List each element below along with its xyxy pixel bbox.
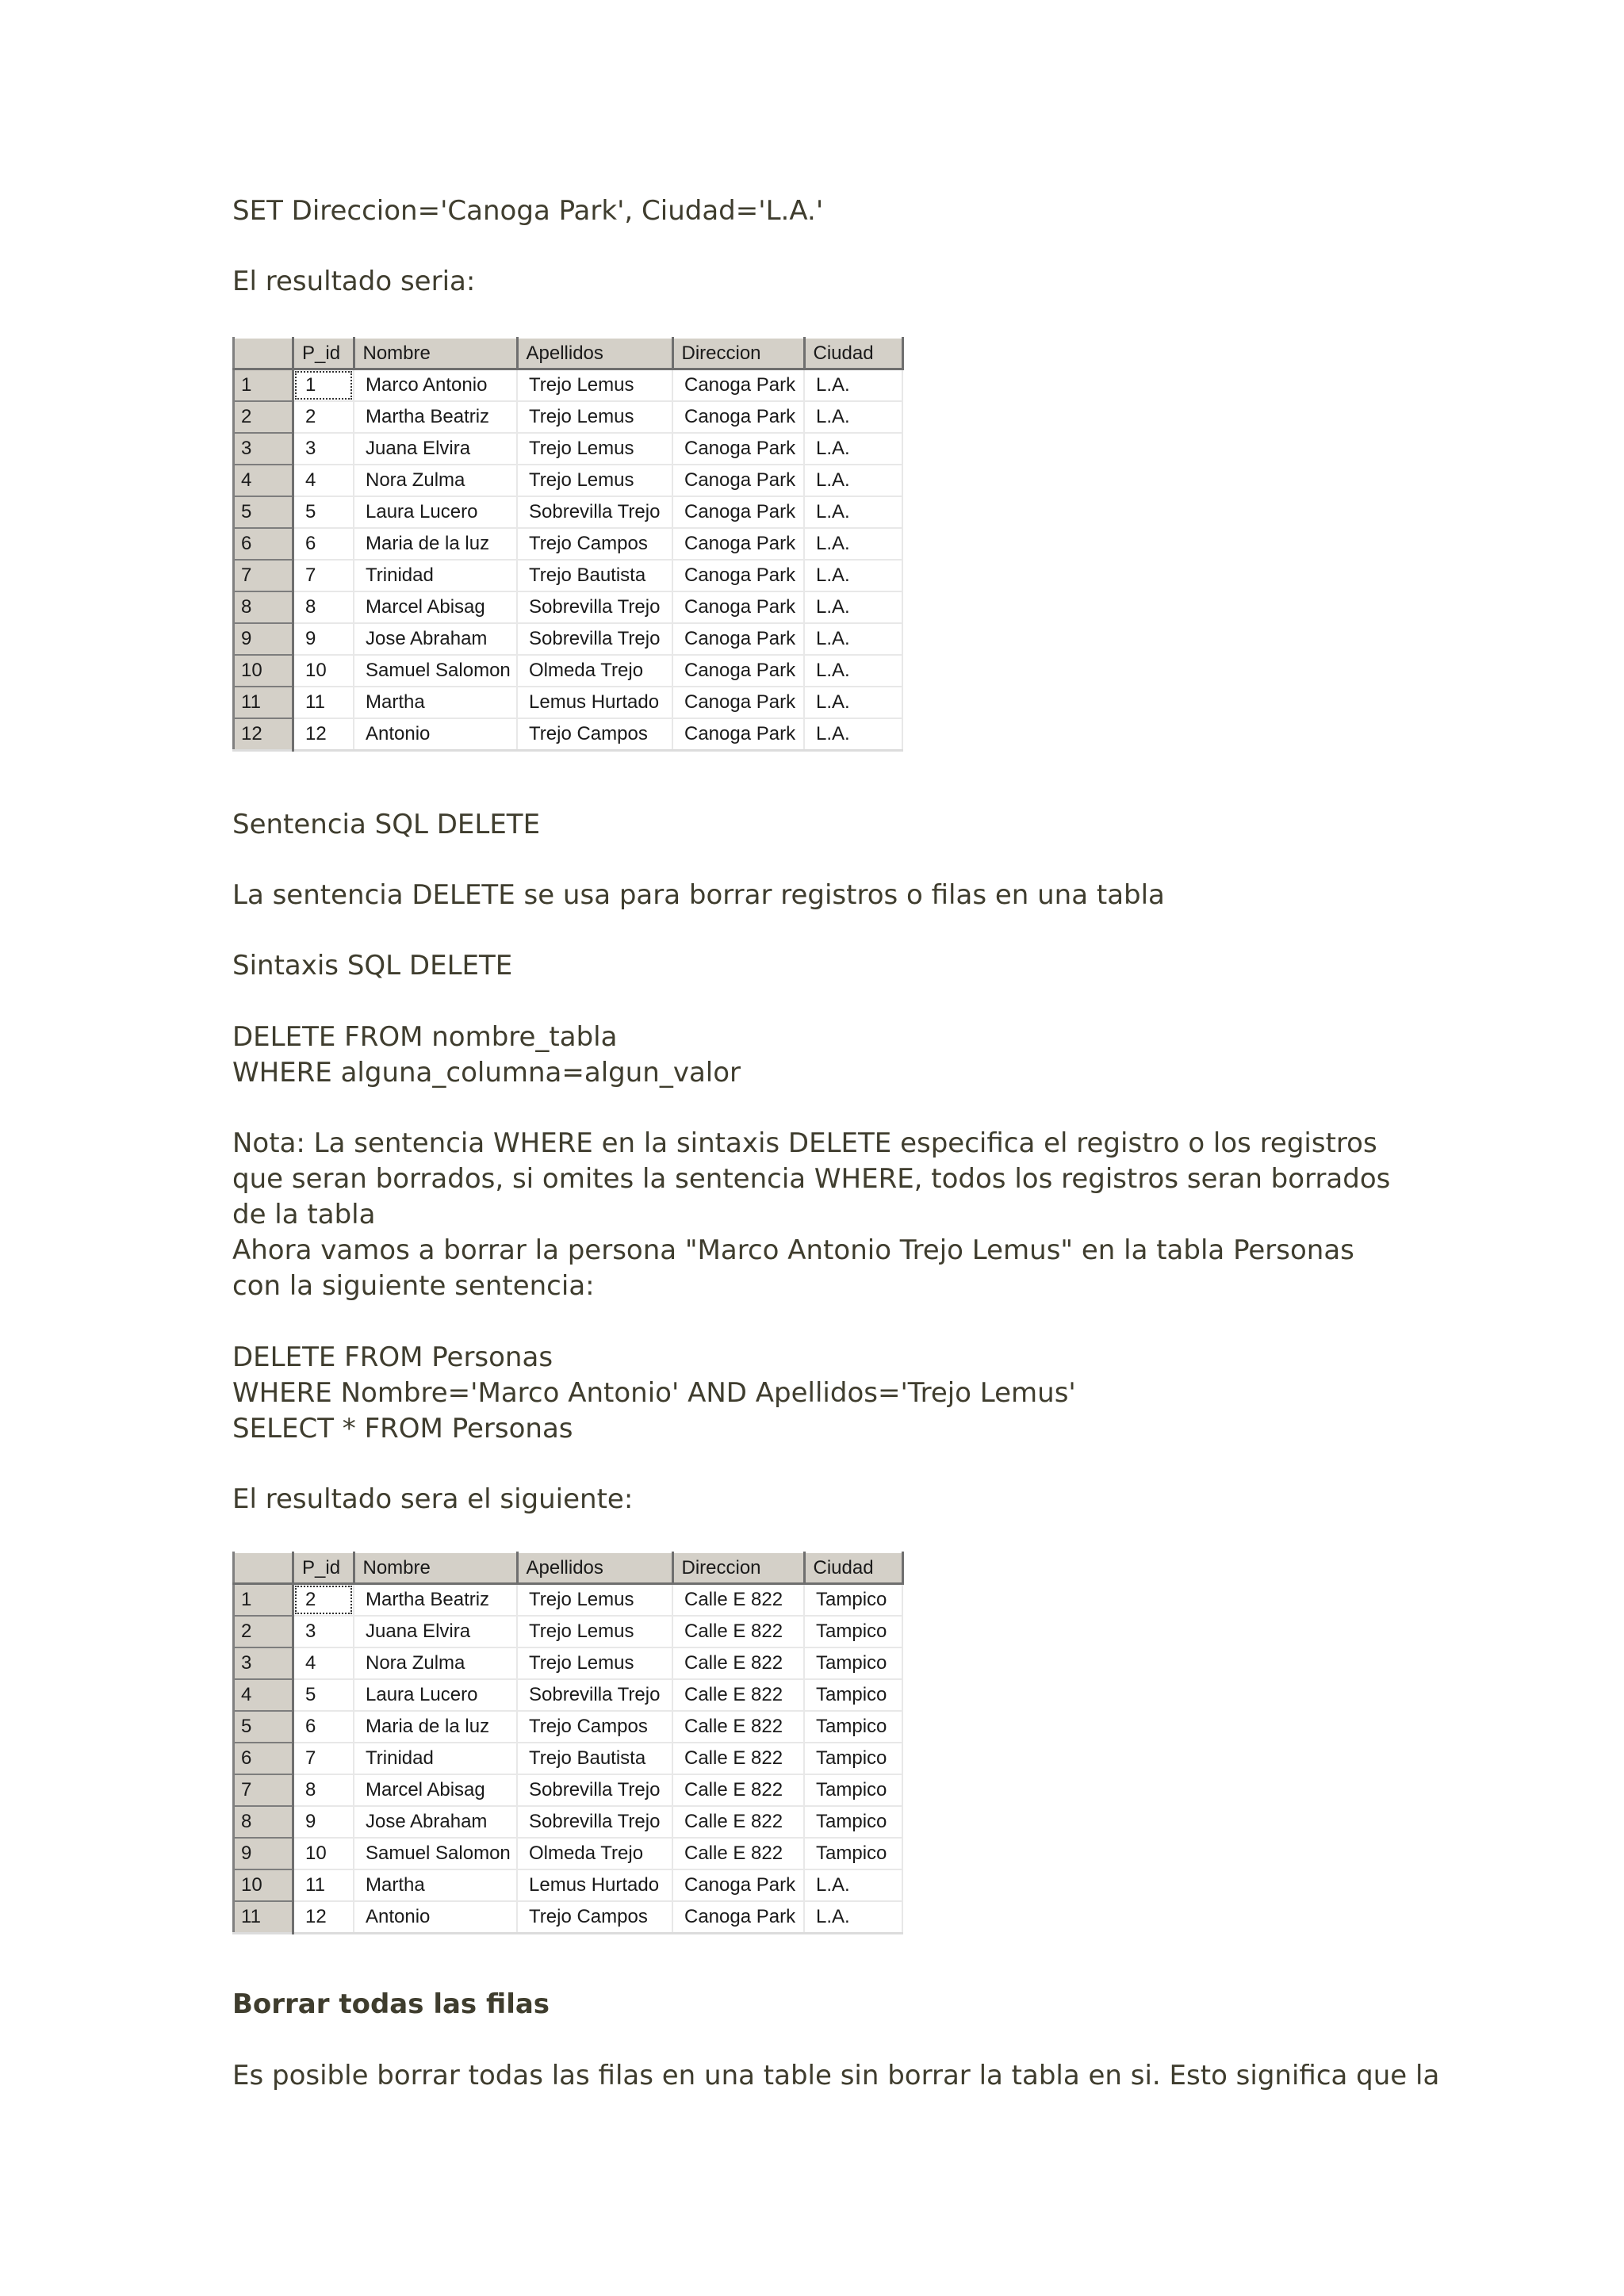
delete-all-heading: Borrar todas las filas — [232, 1988, 550, 2020]
corner-header-cell[interactable] — [234, 1552, 293, 1584]
syntax-line-1: DELETE FROM nombre_tabla — [232, 1021, 618, 1053]
table-cell[interactable]: Sobrevilla Trejo — [517, 591, 672, 623]
table-cell[interactable]: Juana Elvira — [354, 1616, 517, 1647]
table-cell[interactable]: Canoga Park — [672, 528, 804, 560]
table-cell[interactable]: L.A. — [804, 1869, 902, 1901]
table-cell[interactable]: Canoga Park — [672, 496, 804, 528]
row-number-cell[interactable]: 11 — [234, 1901, 293, 1934]
table-cell[interactable]: 12 — [293, 1901, 354, 1934]
table-row[interactable] — [234, 1616, 903, 1647]
table-cell[interactable]: Calle E 822 — [672, 1711, 804, 1743]
table-cell[interactable]: Juana Elvira — [354, 433, 517, 465]
row-number-cell[interactable]: 1 — [234, 369, 293, 402]
table-cell[interactable]: Calle E 822 — [672, 1806, 804, 1838]
table-cell[interactable]: Trejo Lemus — [517, 1647, 672, 1679]
column-header[interactable]: Apellidos — [517, 1552, 672, 1584]
table-cell[interactable]: 9 — [293, 623, 354, 655]
table-cell[interactable]: Canoga Park — [672, 401, 804, 433]
table-cell[interactable]: 2 — [293, 401, 354, 433]
table-cell[interactable]: Jose Abraham — [354, 1806, 517, 1838]
table-cell[interactable]: 3 — [293, 1616, 354, 1647]
example-line-2: WHERE Nombre='Marco Antonio' AND Apellidos='Trejo Lemus' — [232, 1377, 1076, 1409]
table-row[interactable] — [234, 655, 903, 687]
row-number-cell[interactable]: 9 — [234, 1838, 293, 1869]
table-cell[interactable]: Canoga Park — [672, 560, 804, 591]
table-cell[interactable]: L.A. — [804, 623, 902, 655]
row-number-cell[interactable]: 2 — [234, 1616, 293, 1647]
table-cell[interactable]: Calle E 822 — [672, 1838, 804, 1869]
table-row[interactable] — [234, 1711, 903, 1743]
table-row[interactable] — [234, 1584, 903, 1617]
table-cell[interactable]: Canoga Park — [672, 623, 804, 655]
row-number-cell[interactable]: 8 — [234, 1806, 293, 1838]
table-cell[interactable]: 3 — [293, 433, 354, 465]
row-number-cell[interactable]: 4 — [234, 465, 293, 496]
table-cell[interactable]: Martha — [354, 687, 517, 718]
table-cell[interactable]: Canoga Park — [672, 1869, 804, 1901]
table-row[interactable] — [234, 433, 903, 465]
table-cell[interactable]: L.A. — [804, 1901, 902, 1934]
column-header[interactable]: P_id — [293, 338, 354, 369]
table-row[interactable] — [234, 1647, 903, 1679]
table-cell[interactable]: Trejo Bautista — [517, 1743, 672, 1774]
table-cell[interactable]: Trejo Bautista — [517, 560, 672, 591]
table-cell[interactable]: Sobrevilla Trejo — [517, 1806, 672, 1838]
column-header[interactable]: Direccion — [672, 338, 804, 369]
table-cell[interactable]: Tampico — [804, 1838, 902, 1869]
table-cell[interactable]: Canoga Park — [672, 591, 804, 623]
syntax-heading: Sintaxis SQL DELETE — [232, 950, 513, 982]
table-cell[interactable]: Trinidad — [354, 1743, 517, 1774]
table-cell[interactable]: Trejo Lemus — [517, 401, 672, 433]
table-cell[interactable]: Tampico — [804, 1711, 902, 1743]
table-cell[interactable]: Sobrevilla Trejo — [517, 1679, 672, 1711]
table-row[interactable] — [234, 465, 903, 496]
result-table-update — [232, 337, 904, 752]
table-cell[interactable]: Trejo Lemus — [517, 1616, 672, 1647]
row-number-cell[interactable]: 11 — [234, 687, 293, 718]
table-cell[interactable]: Marcel Abisag — [354, 591, 517, 623]
table-row[interactable] — [234, 687, 903, 718]
table-cell[interactable]: Sobrevilla Trejo — [517, 1774, 672, 1806]
example-line-1: DELETE FROM Personas — [232, 1341, 553, 1373]
table-header-row — [234, 338, 903, 369]
table-cell[interactable]: Marcel Abisag — [354, 1774, 517, 1806]
table-cell[interactable]: L.A. — [804, 528, 902, 560]
table-row[interactable] — [234, 528, 903, 560]
table-cell[interactable]: Olmeda Trejo — [517, 1838, 672, 1869]
table-cell[interactable]: Sobrevilla Trejo — [517, 496, 672, 528]
syntax-line-2: WHERE alguna_columna=algun_valor — [232, 1057, 741, 1089]
table-header-row — [234, 1552, 903, 1584]
row-number-cell[interactable]: 5 — [234, 496, 293, 528]
table-cell[interactable]: Sobrevilla Trejo — [517, 623, 672, 655]
table-cell[interactable]: Trejo Lemus — [517, 1584, 672, 1617]
column-header[interactable]: Direccion — [672, 1552, 804, 1584]
table-cell[interactable]: 9 — [293, 1806, 354, 1838]
table-cell[interactable]: Calle E 822 — [672, 1616, 804, 1647]
delete-heading: Sentencia SQL DELETE — [232, 809, 541, 840]
table-cell[interactable]: Martha Beatriz — [354, 1584, 517, 1617]
result-intro-2: El resultado sera el siguiente: — [232, 1483, 634, 1515]
table-cell[interactable]: Laura Lucero — [354, 496, 517, 528]
table-row[interactable] — [234, 623, 903, 655]
table-cell[interactable]: Trejo Campos — [517, 718, 672, 751]
table-row[interactable] — [234, 1806, 903, 1838]
table-row[interactable] — [234, 496, 903, 528]
table-row[interactable] — [234, 560, 903, 591]
table-row[interactable] — [234, 401, 903, 433]
table-cell[interactable]: L.A. — [804, 655, 902, 687]
table-row[interactable] — [234, 1743, 903, 1774]
table-cell[interactable]: 5 — [293, 496, 354, 528]
table-cell[interactable]: Calle E 822 — [672, 1743, 804, 1774]
table-cell[interactable]: Canoga Park — [672, 687, 804, 718]
table-cell[interactable]: Antonio — [354, 1901, 517, 1934]
table-cell[interactable]: Canoga Park — [672, 465, 804, 496]
row-number-cell[interactable]: 2 — [234, 401, 293, 433]
table-cell[interactable]: Lemus Hurtado — [517, 687, 672, 718]
table-cell[interactable]: 11 — [293, 1869, 354, 1901]
table-cell[interactable]: Antonio — [354, 718, 517, 751]
example-line-3: SELECT * FROM Personas — [232, 1413, 573, 1445]
table-cell[interactable]: Canoga Park — [672, 433, 804, 465]
table-cell[interactable]: L.A. — [804, 718, 902, 751]
table-cell[interactable]: L.A. — [804, 560, 902, 591]
table-row[interactable] — [234, 718, 903, 751]
table-cell[interactable]: Canoga Park — [672, 718, 804, 751]
table-cell[interactable]: Calle E 822 — [672, 1774, 804, 1806]
table-cell[interactable]: 10 — [293, 1838, 354, 1869]
table-cell[interactable]: Laura Lucero — [354, 1679, 517, 1711]
table-cell[interactable]: L.A. — [804, 496, 902, 528]
example-intro: Ahora vamos a borrar la persona "Marco Antonio Trejo Lemus" en la tabla Personas con la siguiente sentencia: — [232, 1234, 1354, 1302]
table-row[interactable] — [234, 1679, 903, 1711]
result-intro: El resultado seria: — [232, 266, 476, 297]
table-cell[interactable]: Lemus Hurtado — [517, 1869, 672, 1901]
table-cell[interactable]: Trinidad — [354, 560, 517, 591]
table-row[interactable] — [234, 591, 903, 623]
table-cell[interactable]: L.A. — [804, 433, 902, 465]
table-cell[interactable]: 5 — [293, 1679, 354, 1711]
corner-header-cell[interactable] — [234, 338, 293, 369]
table-cell[interactable]: Tampico — [804, 1806, 902, 1838]
table-cell[interactable]: Tampico — [804, 1647, 902, 1679]
result-table-delete — [232, 1552, 904, 1934]
table-cell[interactable]: L.A. — [804, 369, 902, 402]
table-cell[interactable]: Nora Zulma — [354, 465, 517, 496]
delete-description: La sentencia DELETE se usa para borrar registros o filas en una tabla — [232, 879, 1165, 911]
table-cell[interactable]: L.A. — [804, 591, 902, 623]
table-cell[interactable]: Canoga Park — [672, 655, 804, 687]
table-cell[interactable]: 11 — [293, 687, 354, 718]
table-cell[interactable]: Trejo Lemus — [517, 465, 672, 496]
table-cell[interactable]: Tampico — [804, 1743, 902, 1774]
table-row[interactable] — [234, 1838, 903, 1869]
table-cell[interactable]: 2 — [293, 1584, 354, 1617]
table-row[interactable] — [234, 1774, 903, 1806]
table-cell[interactable]: Jose Abraham — [354, 623, 517, 655]
table-cell[interactable]: Trejo Lemus — [517, 433, 672, 465]
row-number-cell[interactable]: 1 — [234, 1584, 293, 1617]
table-cell[interactable]: Maria de la luz — [354, 1711, 517, 1743]
table-cell[interactable]: 4 — [293, 465, 354, 496]
column-header[interactable]: Nombre — [354, 1552, 517, 1584]
sql-set-line: SET Direccion='Canoga Park', Ciudad='L.A.' — [232, 195, 824, 227]
row-number-cell[interactable]: 3 — [234, 1647, 293, 1679]
column-header[interactable]: Ciudad — [804, 338, 902, 369]
table-cell[interactable]: 4 — [293, 1647, 354, 1679]
table-cell[interactable]: Calle E 822 — [672, 1647, 804, 1679]
table-cell[interactable]: Samuel Salomon — [354, 655, 517, 687]
table-cell[interactable]: L.A. — [804, 401, 902, 433]
row-number-cell[interactable]: 5 — [234, 1711, 293, 1743]
row-number-cell[interactable]: 7 — [234, 1774, 293, 1806]
table-cell[interactable]: 10 — [293, 655, 354, 687]
table-row[interactable] — [234, 1869, 903, 1901]
table-cell[interactable]: Canoga Park — [672, 1901, 804, 1934]
row-number-cell[interactable]: 9 — [234, 623, 293, 655]
table-cell[interactable]: 8 — [293, 1774, 354, 1806]
column-header[interactable]: P_id — [293, 1552, 354, 1584]
table-cell[interactable]: 6 — [293, 1711, 354, 1743]
column-header[interactable]: Ciudad — [804, 1552, 902, 1584]
table-cell[interactable]: 8 — [293, 591, 354, 623]
table-cell[interactable]: Olmeda Trejo — [517, 655, 672, 687]
row-number-cell[interactable]: 4 — [234, 1679, 293, 1711]
table-cell[interactable]: Nora Zulma — [354, 1647, 517, 1679]
column-header[interactable]: Apellidos — [517, 338, 672, 369]
note-paragraph: Nota: La sentencia WHERE en la sintaxis DELETE especifica el registro o los registros que seran borrados, si omites la sentencia WHERE, todos los registros seran borrados de la tabla — [232, 1127, 1391, 1230]
table-cell[interactable]: L.A. — [804, 465, 902, 496]
table-cell[interactable]: 12 — [293, 718, 354, 751]
table-row[interactable] — [234, 369, 903, 402]
row-number-cell[interactable]: 7 — [234, 560, 293, 591]
table-cell[interactable]: L.A. — [804, 687, 902, 718]
row-number-cell[interactable]: 10 — [234, 1869, 293, 1901]
table-cell[interactable]: Trejo Campos — [517, 528, 672, 560]
table-cell[interactable]: Tampico — [804, 1616, 902, 1647]
table-cell[interactable]: Tampico — [804, 1774, 902, 1806]
table-cell[interactable]: 1 — [293, 369, 354, 402]
table-cell[interactable]: Canoga Park — [672, 369, 804, 402]
row-number-cell[interactable]: 10 — [234, 655, 293, 687]
table-cell[interactable]: 7 — [293, 1743, 354, 1774]
table-cell[interactable]: Maria de la luz — [354, 528, 517, 560]
table-cell[interactable]: 6 — [293, 528, 354, 560]
row-number-cell[interactable]: 3 — [234, 433, 293, 465]
table-cell[interactable]: Trejo Campos — [517, 1711, 672, 1743]
delete-all-description: Es posible borrar todas las filas en una table sin borrar la tabla en si. Esto significa que la — [232, 2060, 1440, 2091]
column-header[interactable]: Nombre — [354, 338, 517, 369]
table-cell[interactable]: Calle E 822 — [672, 1584, 804, 1617]
table-cell[interactable]: Samuel Salomon — [354, 1838, 517, 1869]
table-cell[interactable]: 7 — [293, 560, 354, 591]
row-number-cell[interactable]: 12 — [234, 718, 293, 751]
row-number-cell[interactable]: 8 — [234, 591, 293, 623]
table-cell[interactable]: Trejo Lemus — [517, 369, 672, 402]
row-number-cell[interactable]: 6 — [234, 528, 293, 560]
table-cell[interactable]: Martha — [354, 1869, 517, 1901]
table-cell[interactable]: Tampico — [804, 1584, 902, 1617]
table-row[interactable] — [234, 1901, 903, 1934]
row-number-cell[interactable]: 6 — [234, 1743, 293, 1774]
table-cell[interactable]: Martha Beatriz — [354, 401, 517, 433]
table-cell[interactable]: Calle E 822 — [672, 1679, 804, 1711]
table-cell[interactable]: Tampico — [804, 1679, 902, 1711]
table-cell[interactable]: Marco Antonio — [354, 369, 517, 402]
table-cell[interactable]: Trejo Campos — [517, 1901, 672, 1934]
